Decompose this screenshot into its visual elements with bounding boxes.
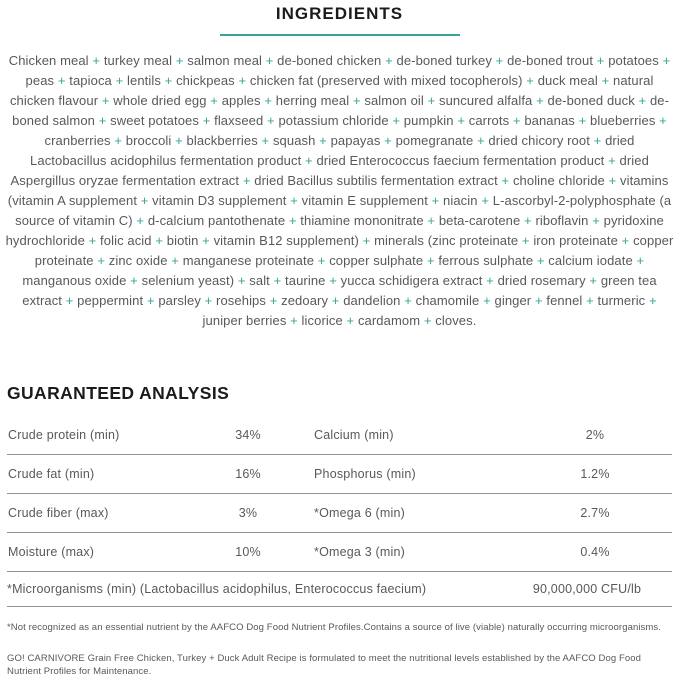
microorganisms-label: *Microorganisms (min) (Lactobacillus acidophilus, Enterococcus faecium) — [7, 582, 427, 596]
analysis-row — [7, 455, 672, 494]
plus-separator: + — [497, 173, 513, 188]
plus-separator: + — [239, 173, 255, 188]
ingredient-item: vitamin D3 supplement — [152, 193, 287, 208]
ingredient-item: chamomile — [415, 293, 480, 308]
plus-separator: + — [509, 113, 525, 128]
ingredient-item: vitamins (vitamin A supplement — [7, 173, 669, 208]
analysis-row — [7, 416, 672, 455]
ingredient-item: folic acid — [100, 233, 152, 248]
ingredient-item: juniper berries — [202, 313, 287, 328]
ingredient-item: zinc oxide — [108, 253, 168, 268]
analysis-label: *Omega 6 (min) — [314, 506, 406, 520]
plus-separator: + — [110, 133, 126, 148]
ingredient-item: taurine — [285, 273, 326, 288]
ingredient-item: vitamin E supplement — [301, 193, 428, 208]
plus-separator: + — [260, 93, 276, 108]
plus-separator: + — [473, 133, 489, 148]
ingredient-item: cranberries — [44, 133, 111, 148]
ingredient-item: turmeric — [597, 293, 646, 308]
ingredient-item: iron proteinate — [533, 233, 618, 248]
ingredient-item: dried Bacillus subtilis fermentation extract — [254, 173, 498, 188]
plus-separator: + — [593, 53, 609, 68]
plus-separator: + — [388, 113, 404, 128]
plus-separator: + — [88, 53, 104, 68]
plus-separator: + — [263, 113, 279, 128]
plus-separator: + — [167, 253, 183, 268]
ingredient-item: tapioca — [69, 73, 112, 88]
ingredient-item: whole dried egg — [113, 93, 207, 108]
plus-separator: + — [257, 133, 273, 148]
plus-separator: + — [172, 53, 188, 68]
plus-separator: + — [234, 73, 250, 88]
ingredient-item: dried Enterococcus faecium fermentation product — [316, 153, 605, 168]
plus-separator: + — [634, 93, 650, 108]
ingredient-item: dried rosemary — [497, 273, 586, 288]
ingredient-item: apples — [221, 93, 261, 108]
footnote-aafco-statement: GO! CARNIVORE Grain Free Chicken, Turkey + Duck Adult Recipe is formulated to meet the nutritional levels established by the AAFCO Dog Food Nutrient Profiles for Maintenance. — [7, 653, 642, 677]
ingredient-item: de-boned salmon — [12, 93, 670, 128]
ingredient-item: zedoary — [281, 293, 329, 308]
plus-separator: + — [198, 233, 214, 248]
ingredient-item: calcium iodate — [548, 253, 633, 268]
plus-separator: + — [522, 73, 538, 88]
plus-separator: + — [531, 293, 547, 308]
analysis-label: Crude fiber (max) — [8, 506, 109, 520]
ingredient-item: de-boned chicken — [277, 53, 382, 68]
ingredient-item: chicken fat (preserved with mixed tocopherols) — [249, 73, 523, 88]
plus-separator: + — [589, 133, 606, 148]
ingredient-item: niacin — [443, 193, 478, 208]
plus-separator: + — [160, 73, 177, 88]
plus-separator: + — [532, 93, 548, 108]
analysis-value: 10% — [235, 545, 261, 559]
ingredient-item: L-ascorbyl-2-polyphosphate (a source of vitamin C) — [15, 193, 672, 228]
ingredient-item: suncured alfalfa — [439, 93, 533, 108]
pet-food-label — [0, 4, 679, 676]
plus-separator: + — [358, 233, 375, 248]
ingredient-item: dried Aspergillus oryzae fermentation extract — [10, 153, 649, 188]
plus-separator: + — [84, 233, 101, 248]
ingredient-item: Chicken meal — [8, 53, 89, 68]
ingredient-item: fennel — [546, 293, 583, 308]
ingredient-item: selenium yeast) — [141, 273, 235, 288]
plus-separator: + — [597, 73, 613, 88]
ingredients-text — [5, 51, 674, 331]
ingredient-item: thiamine mononitrate — [300, 213, 424, 228]
ingredient-item: sweet potatoes — [110, 113, 199, 128]
plus-separator: + — [62, 293, 78, 308]
ingredient-item: blueberries — [590, 113, 656, 128]
plus-separator: + — [585, 273, 601, 288]
plus-separator: + — [262, 53, 278, 68]
title-underline-rule — [220, 34, 460, 36]
ingredient-item: rosehips — [216, 293, 266, 308]
ingredient-item: herring meal — [275, 93, 350, 108]
ingredient-item: peas — [25, 73, 55, 88]
ingredient-item: carrots — [468, 113, 510, 128]
plus-separator: + — [533, 253, 549, 268]
plus-separator: + — [314, 253, 330, 268]
ingredient-item: beta-carotene — [438, 213, 521, 228]
plus-separator: + — [234, 273, 250, 288]
ingredient-item: manganous oxide — [22, 273, 127, 288]
plus-separator: + — [198, 113, 215, 128]
plus-separator: + — [315, 133, 331, 148]
ingredient-item: ferrous sulphate — [438, 253, 534, 268]
plus-separator: + — [588, 213, 604, 228]
plus-separator: + — [143, 293, 159, 308]
ingredient-item: chickpeas — [176, 73, 235, 88]
analysis-row — [7, 494, 672, 533]
plus-separator: + — [349, 93, 365, 108]
analysis-value: 3% — [238, 506, 258, 520]
plus-separator: + — [423, 93, 439, 108]
plus-separator: + — [98, 93, 114, 108]
plus-separator: + — [328, 293, 344, 308]
analysis-label: Moisture (max) — [8, 545, 95, 559]
microorganisms-value: 90,000,000 CFU/lb — [532, 582, 642, 596]
ingredient-item: dried chicory root — [488, 133, 590, 148]
ingredient-item: squash — [272, 133, 316, 148]
ingredient-item: ginger — [494, 293, 532, 308]
ingredient-item: manganese proteinate — [182, 253, 315, 268]
plus-separator: + — [95, 113, 111, 128]
plus-separator: + — [658, 53, 671, 68]
plus-separator: + — [582, 293, 598, 308]
plus-separator: + — [491, 53, 508, 68]
plus-separator: + — [342, 313, 358, 328]
plus-separator: + — [286, 193, 302, 208]
analysis-label: Calcium (min) — [314, 428, 394, 442]
plus-separator: + — [520, 213, 536, 228]
plus-separator: + — [400, 293, 416, 308]
plus-separator: + — [111, 73, 128, 88]
plus-separator: + — [132, 213, 148, 228]
plus-separator: + — [381, 53, 397, 68]
plus-separator: + — [206, 93, 222, 108]
plus-separator: + — [285, 213, 301, 228]
analysis-value: 2% — [585, 428, 605, 442]
guaranteed-analysis-title: GUARANTEED ANALYSIS — [7, 383, 230, 403]
plus-separator: + — [604, 173, 620, 188]
analysis-label: Phosphorus (min) — [314, 467, 416, 481]
ingredient-item: blackberries — [186, 133, 258, 148]
ingredient-item: natural chicken flavour — [9, 73, 654, 108]
ingredient-item: de-boned turkey — [396, 53, 492, 68]
plus-separator: + — [269, 273, 286, 288]
analysis-label: Crude protein (min) — [8, 428, 120, 442]
plus-separator: + — [325, 273, 341, 288]
ingredients-title: INGREDIENTS — [275, 4, 404, 23]
plus-separator: + — [286, 313, 302, 328]
ingredient-item: de-boned trout — [507, 53, 594, 68]
plus-separator: + — [655, 113, 667, 128]
ingredient-item: dried Lactobacillus acidophilus fermentation product — [30, 133, 635, 168]
analysis-row — [7, 533, 672, 572]
ingredient-item: green tea extract — [22, 273, 657, 308]
ingredient-item: copper sulphate — [329, 253, 424, 268]
plus-separator: + — [420, 313, 436, 328]
plus-separator: + — [380, 133, 396, 148]
plus-separator: + — [200, 293, 217, 308]
ingredient-item: d-calcium pantothenate — [147, 213, 286, 228]
ingredient-item: peppermint — [77, 293, 144, 308]
plus-separator: + — [93, 253, 109, 268]
ingredient-item: riboflavin — [535, 213, 589, 228]
ingredient-item: pomegranate — [395, 133, 474, 148]
plus-separator: + — [518, 233, 534, 248]
ingredient-item: flaxseed — [214, 113, 264, 128]
ingredient-item: broccoli — [125, 133, 172, 148]
analysis-value: 16% — [235, 467, 261, 481]
analysis-value: 34% — [235, 428, 261, 442]
ingredient-item: biotin — [166, 233, 199, 248]
ingredient-item: duck meal — [537, 73, 598, 88]
ingredient-item: salt — [249, 273, 270, 288]
plus-separator: + — [477, 193, 493, 208]
ingredient-item: yucca schidigera extract — [340, 273, 483, 288]
ingredient-item: parsley — [158, 293, 201, 308]
plus-separator: + — [126, 273, 142, 288]
ingredient-item: de-boned duck — [547, 93, 635, 108]
ingredient-item: potatoes — [608, 53, 659, 68]
ingredient-item: choline chloride — [512, 173, 605, 188]
microorganisms-row — [7, 572, 672, 607]
ingredient-item: papayas — [330, 133, 381, 148]
ingredient-item: dandelion — [343, 293, 401, 308]
plus-separator: + — [54, 73, 70, 88]
ingredient-item: potassium chloride — [278, 113, 389, 128]
ingredient-item: lentils — [127, 73, 161, 88]
plus-separator: + — [453, 113, 469, 128]
ingredient-item: cardamom — [357, 313, 421, 328]
plus-separator: + — [423, 213, 439, 228]
plus-separator: + — [171, 133, 187, 148]
analysis-table — [7, 416, 672, 572]
ingredient-item: pyridoxine hydrochloride — [5, 213, 664, 248]
ingredient-item: cloves. — [435, 313, 477, 328]
analysis-value: 1.2% — [580, 467, 610, 481]
plus-separator: + — [137, 193, 153, 208]
plus-separator: + — [632, 253, 645, 268]
plus-separator: + — [604, 153, 620, 168]
ingredient-item: pumpkin — [403, 113, 454, 128]
ingredient-item: bananas — [524, 113, 575, 128]
plus-separator: + — [427, 193, 444, 208]
ingredient-item: turkey meal — [103, 53, 173, 68]
plus-separator: + — [574, 113, 591, 128]
analysis-value: 0.4% — [580, 545, 610, 559]
plus-separator: + — [423, 253, 439, 268]
ingredient-item: copper proteinate — [34, 233, 674, 268]
plus-separator: + — [151, 233, 167, 248]
ingredient-item: salmon oil — [364, 93, 424, 108]
plus-separator: + — [645, 293, 657, 308]
ingredient-item: salmon meal — [187, 53, 263, 68]
ingredient-item: vitamin B12 supplement) — [213, 233, 359, 248]
plus-separator: + — [482, 273, 498, 288]
ingredient-item: licorice — [301, 313, 343, 328]
plus-separator: + — [617, 233, 634, 248]
analysis-value: 2.7% — [580, 506, 610, 520]
plus-separator: + — [479, 293, 495, 308]
plus-separator: + — [301, 153, 317, 168]
analysis-label: *Omega 3 (min) — [314, 545, 406, 559]
plus-separator: + — [265, 293, 282, 308]
ingredient-item: minerals (zinc proteinate — [374, 233, 519, 248]
footnote-nutrient-disclaimer: *Not recognized as an essential nutrient by the AAFCO Dog Food Nutrient Profiles.Contains a source of live (viable) naturally occurring microorganisms. — [7, 622, 662, 633]
analysis-label: Crude fat (min) — [8, 467, 95, 481]
